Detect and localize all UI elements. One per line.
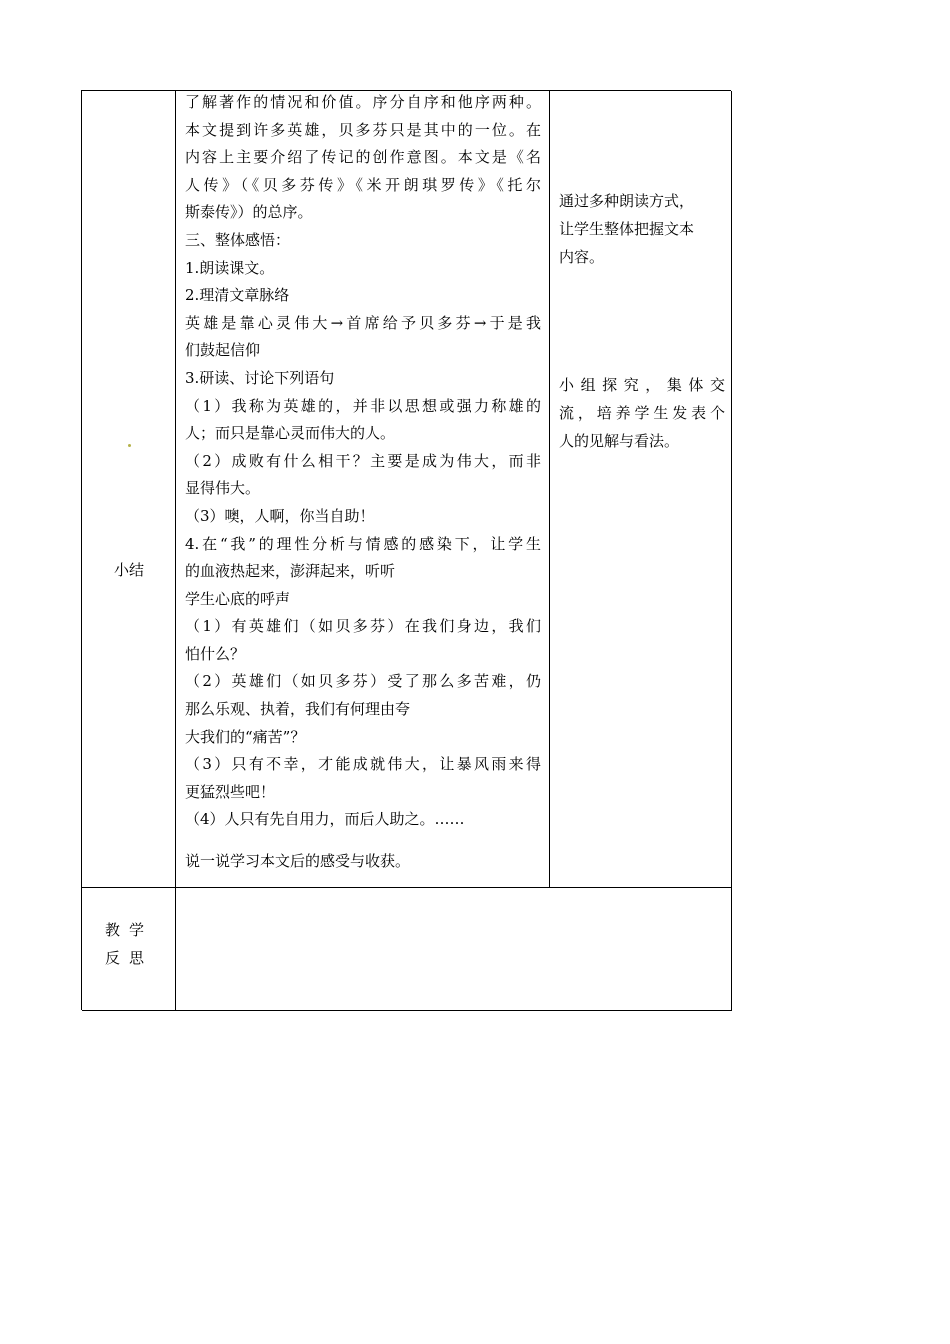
summary-content-cell [176,91,550,888]
content-line: 4.在“我”的理性分析与情感的感染下，让学生 [185,534,541,553]
content-line: 斯泰传》）的总序。 [185,203,313,222]
content-line: 人；而只是靠心灵而伟大的人。 [185,424,396,443]
content-line: （3）噢，人啊，你当自助！ [185,506,375,525]
content-line: 了解著作的情况和价值。序分自序和他序两种。 [185,93,541,111]
content-line: 那么乐观、执着，我们有何理由夸 [185,700,411,719]
note-line: 人的见解与看法。 [559,432,680,450]
content-line: 英雄是靠心灵伟大→首席给予贝多芬→于是我 [185,313,541,332]
content-line: （2）英雄们（如贝多芬）受了那么多苦难，仍 [185,672,541,691]
content-line: 1.朗读课文。 [185,258,275,277]
content-line: 三、整体感悟： [185,230,291,249]
summary-label: 小结 [113,561,144,579]
content-line: 说一说学习本文后的感受与收获。 [185,852,411,871]
content-line: （1）我称为英雄的，并非以思想或强力称雄的 [185,396,541,415]
content-line: 大我们的“痛苦”？ [185,727,306,746]
content-line: （4）人只有先自用力，而后人助之。…… [185,810,465,829]
content-line: 的血液热起来，澎湃起来，听听 [185,562,396,581]
content-line: 内容上主要介绍了传记的创作意图。本文是《名 [185,148,541,167]
paragraph-gap [185,834,541,848]
content-line: （2）成败有什么相干？主要是成为伟大，而非 [185,451,541,470]
reflection-content-cell [176,888,732,1011]
content-line: 怕什么？ [185,644,246,663]
content-line: 显得伟大。 [185,479,261,498]
teaching-note-group [559,371,725,455]
reflection-label-line: 教学 [104,921,153,939]
reflection-label [82,916,176,972]
note-line: 小组探究，集体交 [559,376,725,394]
content-line: 学生心底的呼声 [185,589,291,608]
teaching-note-cell [550,91,732,888]
content-line: 人传》（《贝多芬传》《米开朗琪罗传》《托尔 [185,175,541,194]
note-line: 通过多种朗读方式， [559,192,695,210]
scan-speck [128,444,131,447]
content-line: 2.理清文章脉络 [185,286,290,305]
note-line: 流，培养学生发表个 [559,404,725,422]
content-line: （3）只有不幸，才能成就伟大，让暴风雨来得 [185,755,541,774]
content-line: 更猛烈些吧！ [185,782,276,801]
note-line: 让学生整体把握文本 [559,220,695,238]
content-line: （1）有英雄们（如贝多芬）在我们身边，我们 [185,617,541,636]
reflection-label-line: 反思 [104,949,153,967]
content-line: 本文提到许多英雄，贝多芬只是其中的一位。在 [185,120,541,139]
content-line: 3.研读、讨论下列语句 [185,368,335,387]
lesson-plan-table [81,90,731,1010]
summary-content-text [185,89,541,876]
content-line: 们鼓起信仰 [185,341,261,360]
note-line: 内容。 [559,248,605,266]
reflection-label-cell [82,888,176,1011]
teaching-note-reading [559,187,725,271]
summary-label-cell [82,91,176,888]
